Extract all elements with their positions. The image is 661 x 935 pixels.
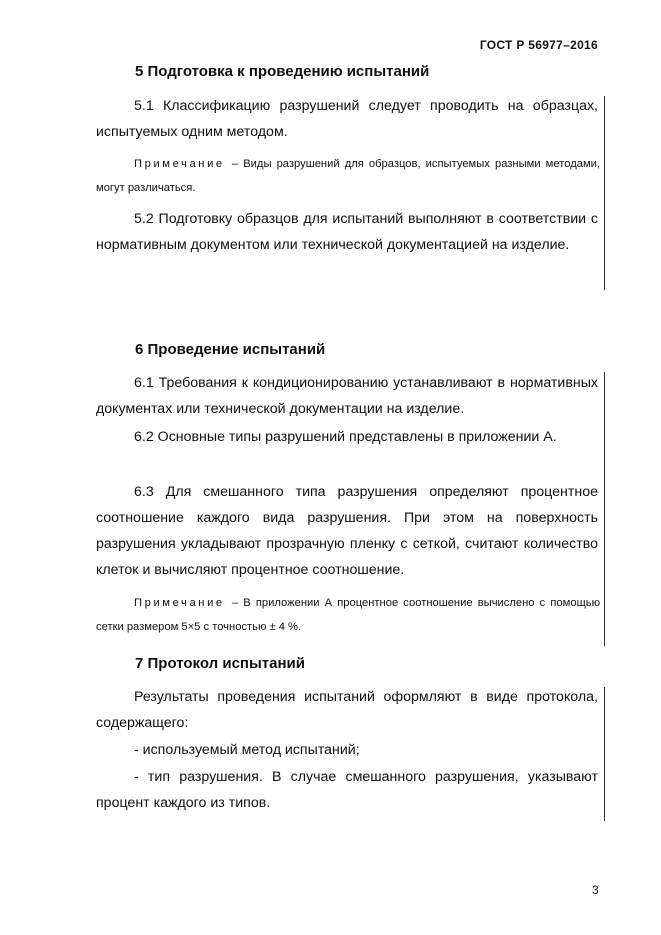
note-text: – В приложении А процентное соотношение вычислено с помощью сетки размером 5×5 с точностью ± 4 %. <box>96 597 600 633</box>
note-6 <box>96 591 600 639</box>
section-6-heading: 6 Проведение испытаний <box>135 341 326 358</box>
change-bar <box>604 687 605 821</box>
section-7-heading: 7 Протокол испытаний <box>135 655 305 672</box>
note-label: Примечание <box>134 597 225 609</box>
note-text: – Виды разрушений для образцов, испытуемых разными методами, могут различаться. <box>96 158 600 194</box>
change-bar <box>604 96 605 290</box>
note-label: Примечание <box>134 158 225 170</box>
page-number: 3 <box>592 883 599 897</box>
paragraph-6-3: 6.3 Для смешанного типа разрушения определяют процентное соотношение каждого вида разрушения. При этом на поверхность разрушения укладывают прозрачную пленку с сеткой, считают количество клеток и вычисляют процентное соотношение. <box>96 484 598 578</box>
paragraph-6-1: 6.1 Требования к кондиционированию устанавливают в нормативных документах или технической документации на изделие. <box>96 375 598 417</box>
list-item-fracture-type: - тип разрушения. В случае смешанного разрушения, указывают процент каждого из типов. <box>96 769 598 811</box>
paragraph-5-2: 5.2 Подготовку образцов для испытаний выполняют в соответствии с нормативным документом или технической документацией на изделие. <box>96 211 598 253</box>
change-bar <box>604 372 605 646</box>
paragraph-6-2: 6.2 Основные типы разрушений представлены в приложении А. <box>134 429 557 445</box>
document-code: ГОСТ Р 56977–2016 <box>479 38 598 52</box>
paragraph-7-intro: Результаты проведения испытаний оформляют в виде протокола, содержащего: <box>96 689 598 731</box>
list-item-method: - используемый метод испытаний; <box>134 742 360 758</box>
paragraph-5-1: 5.1 Классификацию разрушений следует проводить на образцах, испытуемых одним методом. <box>96 98 598 140</box>
note-5 <box>96 152 600 200</box>
section-5-heading: 5 Подготовка к проведению испытаний <box>135 63 430 80</box>
